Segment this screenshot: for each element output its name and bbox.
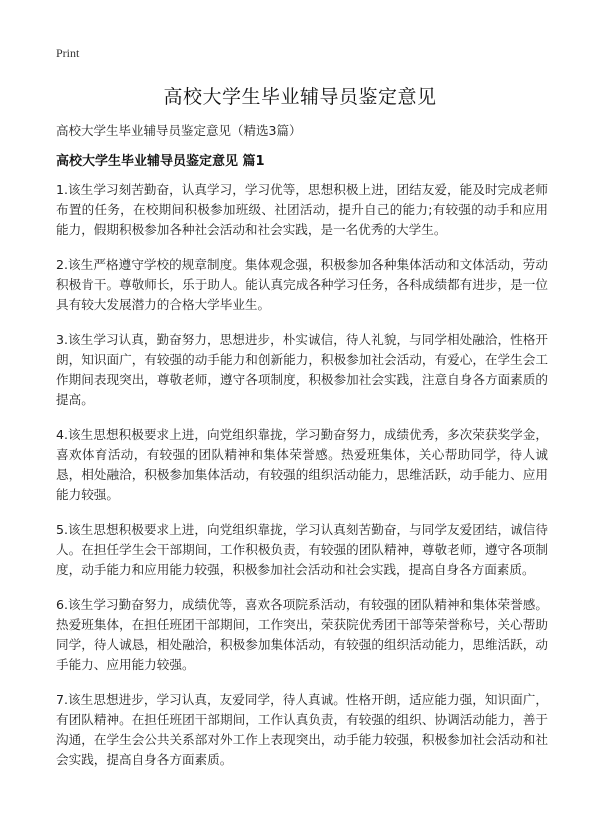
paragraph-list [56,180,548,785]
paragraph-2: 2.该生严格遵守学校的规章制度。集体观念强，积极参加各种集体活动和文体活动，劳动积极肯干。尊敬师长，乐于助人。能认真完成各种学习任务，各科成绩都有进步，是一位具有较大发展潜力的合格大学毕业生。 [56,257,548,312]
print-link[interactable]: Print [56,46,80,60]
document-subtitle: 高校大学生毕业辅导员鉴定意见（精选3篇） [56,123,302,138]
page-title: 高校大学生毕业辅导员鉴定意见 [163,86,437,108]
paragraph-7: 7.该生思想进步，学习认真，友爱同学，待人真诚。性格开朗，适应能力强，知识面广，有团队精神。在担任班团干部期间，工作认真负责，有较强的组织、协调活动能力，善于沟通，在学生会公共关系部对外工作上表现突出，动手能力较强，积极参加社会活动和社会实践，提高自身各方面素质。 [56,692,548,767]
paragraph-6: 6.该生学习勤奋努力，成绩优等，喜欢各项院系活动，有较强的团队精神和集体荣誉感。热爱班集体，在担任班团干部期间，工作突出，荣获院优秀团干部等荣誉称号，关心帮助同学，待人诚恳，相处融洽，积极参加集体活动，有较强的组织活动能力，思维活跃，动手能力、应用能力较强。 [56,597,548,672]
section-heading: 高校大学生毕业辅导员鉴定意见 篇1 [56,154,265,169]
paragraph-5: 5.该生思想积极要求上进，向党组织靠拢，学习认真刻苦勤奋，与同学友爱团结，诚信待人。在担任学生会干部期间，工作积极负责，有较强的团队精神，尊敬老师，遵守各项制度，动手能力和应用能力较强，积极参加社会活动和社会实践，提高自身各方面素质。 [56,522,548,577]
paragraph-1: 1.该生学习刻苦勤奋，认真学习，学习优等，思想积极上进，团结友爱，能及时完成老师布置的任务，在校期间积极参加班级、社团活动，提升自己的能力;有较强的动手和应用能力，假期积极参加各种社会活动和社会实践，是一名优秀的大学生。 [56,182,548,237]
paragraph-4: 4.该生思想积极要求上进，向党组织靠拢，学习勤奋努力，成绩优秀，多次荣获奖学金，喜欢体育活动，有较强的团队精神和集体荣誉感。热爱班集体，关心帮助同学，待人诚恳，相处融洽，积极参加集体活动，有较强的组织活动能力，思维活跃，动手能力、应用能力较强。 [56,427,548,502]
paragraph-3: 3.该生学习认真，勤奋努力，思想进步，朴实诚信，待人礼貌，与同学相处融洽，性格开朗，知识面广，有较强的动手能力和创新能力，积极参加社会活动，有爱心，在学生会工作期间表现突出，尊敬老师，遵守各项制度，积极参加社会实践，注意自身各方面素质的提高。 [56,332,548,407]
